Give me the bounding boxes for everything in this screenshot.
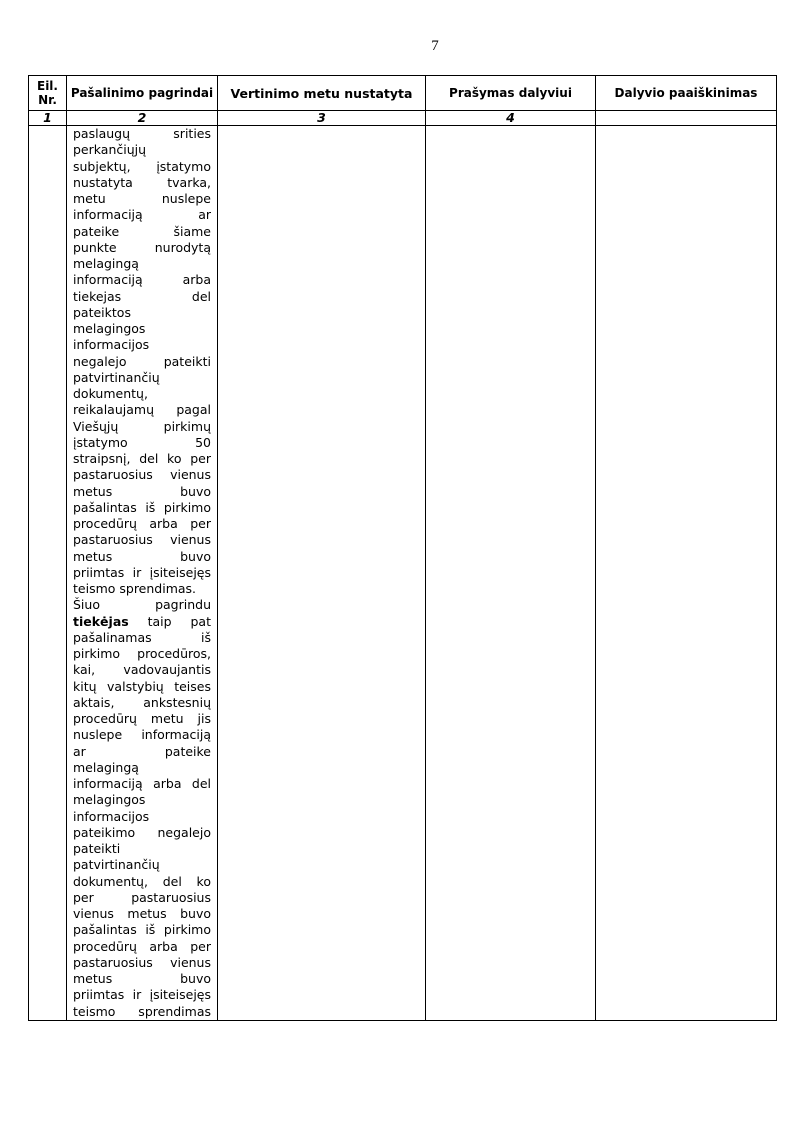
cell-pasalinimo-pagrindai [67,126,218,1021]
grounds-text-line: melagingos [73,792,146,808]
grounds-text-line: pašalintas iš pirkimo [73,922,211,938]
grounds-text-line: metu nuslepe [73,191,211,206]
grounds-text-line: pirkimo procedūros, [73,646,211,661]
grounds-text-line: pastaruosius vienus [73,467,211,483]
cell-vertinimo-metu-nustatyta [218,126,426,1021]
grounds-text-line: per pastaruosius [73,889,211,905]
grounds-text-line: priimtas ir įsiteisejęs [73,987,211,1003]
grounds-text [67,126,217,1020]
grounds-text-line: informaciją ar [73,207,211,223]
grounds-text-line: procedūrų metu jis [73,711,211,726]
grounds-text-line: metus buvo [73,971,211,986]
grounds-text-line: patvirtinančių [73,369,160,385]
grounds-text-line: nuslepe informaciją [73,727,211,743]
grounds-text-line: melagingą [73,256,139,271]
grounds-text-line: tiekejas del [73,288,211,304]
grounds-text-line: metus buvo [73,483,211,499]
header-prasymas-dalyviui: Prašymas dalyviui [426,76,596,111]
grounds-text-line: melagingos [73,321,146,336]
column-number-1: 1 [29,111,67,126]
column-number-3: 3 [218,111,426,126]
table-header-row [29,76,777,111]
grounds-text-line: teismo sprendimas. [73,581,197,596]
page-number: 7 [431,38,439,54]
grounds-text-line: informacijos [73,808,150,824]
grounds-text-line: informaciją arba [73,272,211,288]
grounds-text-line: pastaruosius vienus [73,954,211,970]
evaluation-table [28,75,777,1021]
grounds-text-line: informaciją arba del [73,776,211,791]
grounds-text-line: negalejo pateikti [73,353,211,369]
grounds-text-line: informacijos [73,337,150,353]
grounds-text-line: subjektų, įstatymo [73,158,211,174]
grounds-text-line: straipsnį, del ko per [73,451,211,466]
grounds-text-line: ar pateike [73,743,211,759]
header-vertinimo-metu-nustatyta: Vertinimo metu nustatyta [218,76,426,111]
grounds-text-line: dokumentų, del ko [73,873,211,889]
grounds-text-line: Viešųjų pirkimų [73,418,211,434]
cell-dalyvio-paaiskinimas [596,126,777,1021]
grounds-text-line: kai, vadovaujantis [73,662,211,678]
column-number-2: 2 [67,111,218,126]
table-row [29,126,777,1021]
grounds-text-line: pateikti [73,841,121,856]
column-number-row [29,111,777,126]
column-number-4: 4 [426,111,596,126]
column-number-5 [596,111,777,126]
grounds-text-line: kitų valstybių teises [73,678,211,694]
grounds-text-line: teismo sprendimas [73,1003,211,1019]
grounds-text-line: procedūrų arba per [73,516,211,531]
header-pasalinimo-pagrindai: Pašalinimo pagrindai [67,76,218,111]
grounds-text-line: patvirtinančių [73,857,160,873]
grounds-text-line: priimtas ir įsiteisejęs [73,564,211,580]
grounds-text-line: aktais, ankstesnių [73,694,211,710]
grounds-text-line: reikalaujamų pagal [73,402,211,418]
grounds-text-line: dokumentų, [73,386,148,401]
grounds-text-line: paslaugų srities [73,126,211,141]
grounds-text-line: nustatyta tvarka, [73,174,211,190]
grounds-text-line: melagingą [73,759,139,775]
grounds-text-line: perkančiųjų [73,142,147,158]
grounds-text-line: įstatymo 50 [73,434,211,450]
grounds-text-line: tiekėjas taip pat [73,613,211,629]
header-eil-nr: Eil. Nr. [29,76,67,111]
cell-prasymas-dalyviui [426,126,596,1021]
grounds-text-line: vienus metus buvo [73,906,211,921]
cell-eil-nr [29,126,67,1021]
grounds-text-line: pašalintas iš pirkimo [73,499,211,515]
header-dalyvio-paaiskinimas: Dalyvio paaiškinimas [596,76,777,111]
grounds-text-line: Šiuo pagrindu [73,597,211,613]
grounds-text-line: pateike šiame [73,223,211,239]
grounds-text-line: pateiktos [73,304,131,320]
grounds-text-line: pateikimo negalejo [73,824,211,840]
grounds-text-line: pastaruosius vienus [73,532,211,548]
grounds-text-line: procedūrų arba per [73,938,211,954]
grounds-text-line: metus buvo [73,548,211,564]
grounds-text-line: pašalinamas iš [73,629,211,645]
grounds-text-line: punkte nurodytą [73,239,211,255]
